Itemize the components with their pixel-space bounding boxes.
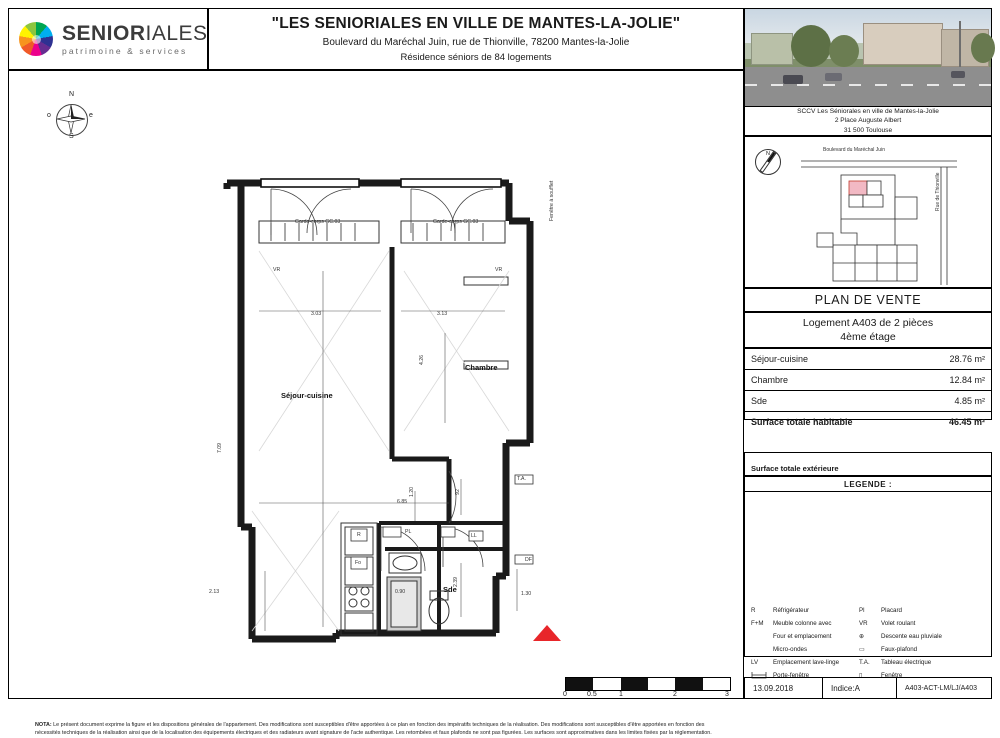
legend-label2-2: Descente eau pluviale — [881, 633, 942, 640]
dim-92: 92 — [454, 489, 461, 495]
project-subtitle: Résidence séniors de 84 logements — [400, 52, 552, 63]
label-ta: T.A. — [517, 476, 526, 482]
area-label-0: Séjour-cuisine — [745, 349, 918, 370]
title-block — [208, 8, 744, 70]
label-ll: LL — [471, 533, 477, 539]
legend-sym-0: R — [751, 607, 756, 614]
legend-sym-2 — [751, 630, 773, 643]
legend-label-5: Porte-fenêtre — [773, 672, 810, 679]
brand-tagline: patrimoine & services — [62, 45, 188, 56]
legend-label-3: Micro-ondes — [773, 646, 808, 653]
street-label-top: Boulevard du Maréchal Juin — [823, 147, 885, 153]
legend-body — [744, 492, 992, 679]
room-label-sejour-cuisine: Séjour-cuisine — [281, 391, 333, 400]
dim-685: 6.85 — [397, 499, 408, 505]
legend-label-0: Réfrigérateur — [773, 607, 810, 614]
dim-213: 2.13 — [209, 589, 220, 595]
legend-header — [744, 476, 992, 492]
label-df: DF — [525, 557, 532, 563]
exterior-surface-block — [744, 452, 992, 476]
dim-303: 3.03 — [311, 311, 322, 317]
nota-body: Le présent document exprime la figure et les dispositions générales de l'appartement. Des modifications sont susceptibles d'être apportées à ce plan en fonction des impératifs techniques de la réalisation. Des modifications sont susceptibles d'être apportées en fonction des nécessités techniques de la réalisation ainsi que de la localisation des équipements électriques et des radiateurs avant signature de l'acte authentique. Les retombées et faux plafonds ne sont pas figurées. Les surfaces sont approximatives dans les limites fixées par la réglementation. — [35, 722, 712, 737]
scale-bar — [565, 677, 731, 691]
legend-label-4: Emplacement lave-linge — [773, 659, 840, 666]
legend-sym2-0: Pl — [859, 607, 865, 614]
situation-plan-drawing — [745, 137, 993, 289]
false-ceiling-icon: ▭ — [859, 646, 865, 653]
area-total-label: Surface totale habitable — [751, 417, 853, 427]
compass-s: S — [69, 133, 74, 140]
brand-name-bold: SENIOR — [62, 21, 146, 45]
street-label-right: Rue de Thionville — [935, 172, 941, 211]
legend-title: LEGENDE : — [843, 479, 893, 489]
label-vr-left: VR — [273, 267, 281, 273]
legend-label2-5: Fenêtre — [881, 672, 903, 679]
brand-name-light: IALES — [145, 21, 208, 45]
compass-e: e — [89, 112, 93, 119]
color-wheel-logo-icon — [19, 22, 53, 56]
dim-090: 0.90 — [395, 589, 406, 595]
logo-block — [8, 8, 208, 70]
dim-130: 1.30 — [521, 591, 532, 597]
label-placard: PL — [405, 529, 412, 535]
lot-line2: 4ème étage — [840, 331, 896, 343]
table-row-total — [745, 412, 991, 433]
footer-reference: A403-ACT-LM/LJ/A403 — [905, 684, 977, 692]
scale-tick-3: 3 — [725, 691, 729, 698]
developer-line1: SCCV Les Séniorales en ville de Mantes-la-Jolie — [797, 107, 939, 115]
room-label-sde: Sde — [443, 585, 457, 594]
developer-line3: 31 500 Toulouse — [843, 126, 893, 134]
scale-tick-0: 0 — [563, 691, 567, 698]
window-icon: ▯ — [859, 672, 863, 679]
exterior-surface-title: Surface totale extérieure — [751, 464, 839, 473]
nota-title: NOTA: — [35, 722, 52, 728]
table-row — [745, 349, 991, 370]
label-fenetre-soufflet: Fenêtre à soufflet — [549, 180, 555, 221]
entry-direction-marker — [533, 625, 561, 641]
situation-plan — [744, 136, 992, 288]
developer-line2: 2 Place Auguste Albert — [834, 117, 902, 125]
project-address: Boulevard du Maréchal Juin, rue de Thionville, 78200 Mantes-la-Jolie — [322, 37, 630, 48]
footer-indice: Indice:A — [823, 678, 897, 698]
dim-239: 2.39 — [453, 576, 460, 588]
legend-sym2-1: VR — [859, 620, 868, 627]
lot-info — [744, 312, 992, 348]
scale-tick-05: 0.5 — [587, 691, 597, 698]
area-total-value: 46.45 m² — [948, 417, 985, 427]
developer-address — [744, 106, 992, 136]
legend-label2-4: Tableau électrique — [881, 659, 932, 666]
table-row — [745, 391, 991, 412]
room-label-chambre: Chambre — [465, 363, 498, 372]
project-title: "LES SENIORIALES EN VILLE DE MANTES-LA-JOLIE" — [271, 15, 681, 32]
dim-120: 1.20 — [409, 486, 416, 498]
legend-sym-1: F+M — [751, 620, 764, 627]
compass-o: o — [47, 112, 51, 119]
area-value-2: 4.85 m² — [918, 391, 991, 412]
legend-label-2: Four et emplacement — [773, 633, 832, 640]
area-value-0: 28.76 m² — [918, 349, 991, 370]
label-four: Fo — [355, 560, 362, 566]
legend-sym-3 — [751, 643, 773, 656]
dim-426: 4.26 — [419, 354, 426, 366]
area-value-1: 12.84 m² — [918, 370, 991, 391]
dim-709: 7.09 — [217, 442, 224, 454]
floor-plan-area — [8, 70, 744, 737]
compass-n: N — [69, 91, 75, 98]
drawing-footer — [744, 677, 992, 699]
site-photo — [744, 8, 992, 106]
electrical-board-icon: T.A. — [859, 659, 870, 666]
panel-plan-title — [744, 288, 992, 312]
plan-de-vente-text: PLAN DE VENTE — [814, 293, 922, 307]
label-vr-right: VR — [495, 267, 503, 273]
footer-date: 13.09.2018 — [745, 678, 823, 698]
label-garde-corps-left: Garde-corps GC.03 — [295, 219, 341, 225]
dim-313: 3.13 — [437, 311, 448, 317]
legend-sym-4: LV — [751, 659, 759, 666]
area-label-1: Chambre — [745, 370, 918, 391]
legend-label2-0: Placard — [881, 607, 902, 614]
table-row — [745, 370, 991, 391]
legend-label2-1: Volet roulant — [881, 620, 916, 627]
rain-downpipe-icon: ⊕ — [859, 633, 865, 640]
legend-label2-3: Faux-plafond — [881, 646, 918, 653]
nota-text — [35, 721, 725, 738]
apartment-drawing — [9, 71, 745, 700]
label-garde-corps-right: Garde-corps GC.03 — [433, 219, 479, 225]
situation-compass-n: N — [766, 151, 770, 157]
lot-line1: Logement A403 de 2 pièces — [802, 317, 934, 329]
areas-table — [744, 348, 992, 427]
scale-tick-2: 2 — [673, 691, 677, 698]
legend-label-1: Meuble colonne avec — [773, 620, 832, 627]
area-label-2: Sde — [745, 391, 918, 412]
label-refrigerateur: R — [357, 532, 361, 538]
right-panel — [744, 8, 992, 699]
scale-tick-1: 1 — [619, 691, 623, 698]
